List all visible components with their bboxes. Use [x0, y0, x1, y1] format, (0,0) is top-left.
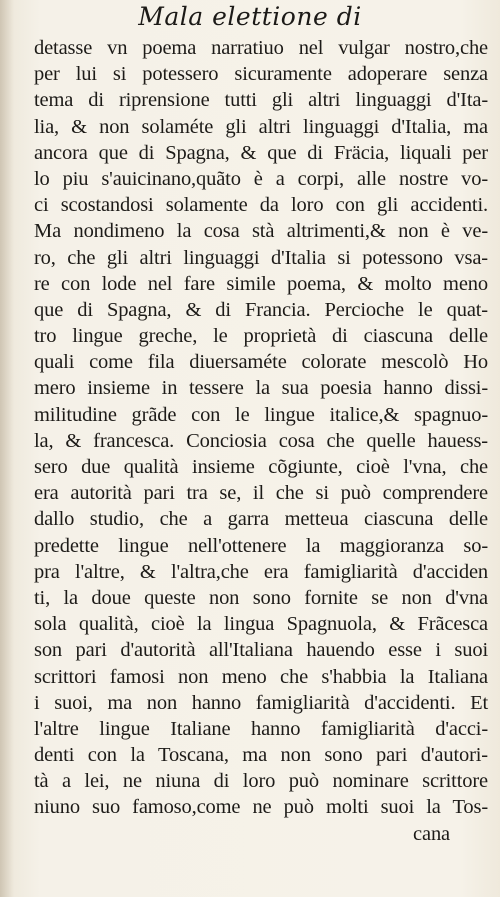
- text-line: lia, & non solaméte gli altri linguaggi d'Italia, ma: [34, 115, 488, 138]
- text-line: ro, che gli altri linguaggi d'Italia si potessono vsa-: [34, 246, 488, 269]
- text-line: mero insieme in tessere la sua poesia hanno dissi-: [34, 377, 488, 400]
- text-line: quali come fila diuersaméte colorate mescolò Ho: [34, 351, 488, 374]
- text-line: Ma nondimeno la cosa stà altrimenti,& non è ve-: [34, 220, 488, 243]
- text-line: militudine grãde con le lingue italice,& spagnuo-: [34, 403, 488, 426]
- text-line: son pari d'autorità all'Italiana hauendo esse i suoi: [34, 639, 488, 662]
- text-line: sola qualità, cioè la lingua Spagnuola, & Frãcesca: [34, 613, 488, 636]
- text-line: predette lingue nell'ottenere la maggioranza so-: [34, 534, 488, 557]
- text-line: denti con la Toscana, ma non sono pari d'autori-: [34, 744, 488, 767]
- text-line: re con lode nel fare simile poema, & molto meno: [34, 272, 488, 295]
- text-line: per lui si potessero sicuramente adoperare senza: [34, 63, 488, 86]
- text-line: dallo studio, che a garra metteua ciascuna delle: [34, 508, 488, 531]
- body-text: [34, 35, 488, 847]
- page-gutter-shadow: [0, 0, 14, 897]
- text-line: lo piu s'auicinano,quãto è a corpi, alle nostre vo-: [34, 167, 488, 190]
- text-line: sero due qualità insieme cõgiunte, cioè l'vna, che: [34, 456, 488, 478]
- text-line: l'altre lingue Italiane hanno famigliarità d'acci-: [34, 717, 488, 740]
- text-line: tà a lei, ne niuna di loro può nominare scrittore: [34, 770, 488, 793]
- text-line: ti, la doue queste non sono fornite se non d'vna: [34, 586, 488, 609]
- text-line: era autorità pari tra se, il che si può comprendere: [34, 482, 488, 505]
- text-line: la, & francesca. Conciosia cosa che quelle hauess-: [34, 429, 488, 452]
- text-line: scrittori famosi non meno che s'habbia la Italiana: [34, 665, 488, 688]
- text-line: pra l'altre, & l'altra,che era famigliarità d'acciden: [34, 560, 488, 583]
- catchword: cana: [413, 822, 450, 845]
- text-line: niuno suo famoso,come ne può molti suoi la Tos-: [34, 796, 488, 819]
- text-line: ci scostandosi solamente da loro con gli accidenti.: [34, 194, 488, 217]
- text-line: tro lingue greche, le proprietà di ciascuna delle: [34, 325, 488, 348]
- text-line: i suoi, ma non hanno famigliarità d'accidenti. Et: [34, 691, 488, 714]
- text-line: detasse vn poema narratiuo nel vulgar nostro,che: [34, 37, 488, 59]
- text-line: que di Spagna, & di Francia. Percioche le quat-: [34, 298, 488, 321]
- text-line: tema di riprensione tutti gli altri linguaggi d'Ita-: [34, 89, 488, 112]
- text-line: ancora que di Spagna, & que di Fräcia, liquali per: [34, 141, 488, 164]
- running-head: Mala elettione di: [138, 2, 362, 31]
